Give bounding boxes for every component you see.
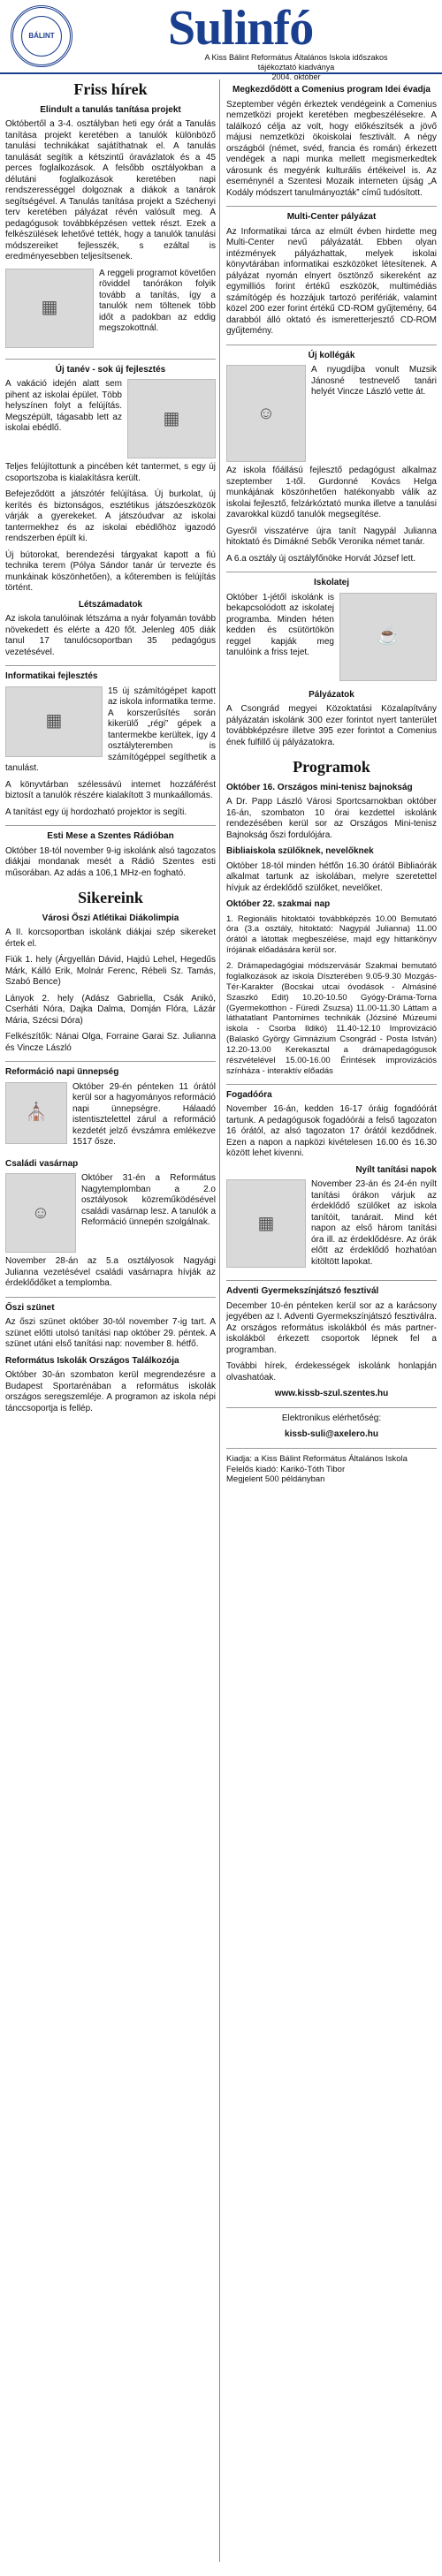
milk-photo: ☕ [339,593,437,681]
article-title: Nyílt tanítási napok [355,1164,437,1175]
separator [5,1297,216,1298]
computer-lab-photo: ▦ [5,686,103,757]
article-text: Új bútorokat, berendezési tárgyakat kapott a fiú technika terem (Pólya Sándor tanár úr tervezte és munkáinak köszönhetően), a kőteremben is felújítás történt. [5,549,216,593]
separator [5,665,216,666]
article-title: Új tanév - sok új fejlesztés [55,364,166,375]
article-text: November 28-án az 5.a osztályosok Nagyági Julianna vezetésével családi vasárnapra hívják az érdeklődőket a templomba. [5,1256,216,1288]
article-title: Fogadóóra [226,1089,272,1100]
article-text: Október 30-án szombaton kerül megrendezésre a Budapest Sportarénában a református iskolák országos seregszemléje. A programon az iskola népi tánccsoportja is fellép. [5,1370,216,1413]
article-text: Október 18-tól november 9-ig iskolánk alsó tagozatos diákjai mondanak mesét a Rádió Szentes esti műsorában. Az adás a 106,1 MHz-en fogható. [5,845,216,878]
article-text: A Csongrád megyei Közoktatási Közalapítvány pályázatán iskolánk 300 ezer forintot nyert tanterület továbbképzésre illetve 395 ezer forintot a Comenius ének fulfillő új pályázatokra. [226,704,437,747]
left-column [5,80,216,1420]
article-title: Iskolatej [313,578,350,587]
right-column [226,80,437,1485]
article-text: A Dr. Papp László Városi Sportcsarnokban október 16-án, szombaton 10 órai kezdettel iskolánk rendezésében kerül sor az Országos Mini-tenisz Bajnokság őszi fordulójára. [226,797,437,840]
article-text: Fiúk 1. hely (Árgyellán Dávid, Hajdú Lehel, Hegedűs Márk, Kálló Erik, Molnár Ferenc, Rébeli Sz. Tamás, Szabó Bence) [5,955,216,987]
article-text: Szeptember végén érkeztek vendégeink a Comenius nemzetközi projekt keretében megbeszélésekre. A találkozó célja az volt, hogy előkészítsék a jövő májusi nemzetközi ökoiskolai fesztivált. A négy országból (német, svéd, francia és román) érkezett vendégek a napi munka mellett megismerkedtek városunk és megyénk kulturális értékeivel is. Az eseménynél a Szentesi Mozaik interneten újság „A Kodály módszert tanulmányozták” című tudósított. [226,99,437,198]
colophon-print-run: Megjelent 500 példányban [226,1474,325,1485]
separator [5,825,216,826]
article-text: A tanítást egy új hordozható projektor is segíti. [5,807,187,817]
article-text: A nyugdíjba vonult Muzsik Jánosné testnevelő tanári helyét Vincze László vette át. [311,365,437,397]
article-title: Bibliaiskola szülőknek, nevelőknek [226,846,374,856]
website-link[interactable]: www.kissb-szul.szentes.hu [274,1389,389,1399]
article-text: Október 1-jétől iskolánk is bekapcsolódott az iskolatej programba. Minden héten kedden és csütörtökön reggel kapják meg tanulóink a friss tejet. [226,592,334,657]
article-text: Gyesről visszatérve újra tanít Nagypál Julianna hitoktató és Dimákné Sebők Veronika német tanár. [226,526,437,547]
article-text: Október 31-én a Református Nagytemplomban a 2.o osztályosok közreműködésével családi vasárnap lesz. A tanulók a Reformáció ünnepén szolgálnak. [81,1173,216,1227]
family-icon: ☺ [5,1173,76,1253]
teacher-photo: ☺ [226,365,306,462]
article-title: Esti Mese a Szentes Rádióban [47,831,174,841]
article-text: Az Informatikai tárca az elmúlt évben hirdette meg Multi-Center nevű pályázatát. Ebben olyan intézmények pályázhattak, melyek iskolai könyvtárában informatikai eszközöket létesítenek. A pályázat nyomán elnyert ösztönző sikereként az egymilliós forint értékű eszközök, multimédiás számítógép és hozzájuk tartozó perifériák, valamint közel 200 ezer forint értékű CD-ROM gyűjtemény, 64 darabból álló oktató és ismeretterjesztő CD-ROM gyűjtemény. [226,226,437,336]
separator [226,1448,437,1449]
subtitle-line-2: tájékoztató kiadványa [257,63,335,72]
article-title: Október 22. szakmai nap [226,899,331,909]
newsletter-title: Sulinfó [168,1,314,56]
article-title: Reformáció napi ünnepség [5,1067,119,1077]
article-text: Október 29-én pénteken 11 órától kerül sor a hagyományos reformáció napi ünnepségre. Hálaadó istentisztelettel zárul a reformáció kezdetét jelző évszámra emlékezve 1517 ősze. [72,1081,216,1147]
seal-inner: BÁLINT [21,16,62,57]
school-seal [11,5,72,67]
article-title: Adventi Gyermekszínjátszó fesztivál [226,1286,379,1297]
article-text: Októbertől a 3-4. osztályban heti egy órát a Tanulás tanítása projekt keretében a tanulók különböző tanulási technikákat sajátíthatnak el. A tanulás tanulását segítik a kétszintű óravázlatok és a 45 perces foglalkozások. A felsőbb osztályokban a délutáni foglalkozások keretében napi rendszerességgel dolgoznak a diákok a tanárok segítségével. A Tanulás tanítása projekt a Széchenyi terv keretében pályázat révén valósult meg. A pedagógusok továbbképzésen vettek részt. Ezek a felkészülések lehetővé tették, hogy a tanulók tanulási módszereiket fejlesszék, s ezáltal is eredményesebben teljesítsenek. [5,119,216,261]
separator [226,206,437,207]
separator [226,1084,437,1085]
article-title: Új kollégák [308,350,355,360]
colophon-publisher: Kiadja: a Kiss Bálint Református Általános Iskola [226,1453,408,1464]
section-title-success: Sikereink [78,889,143,906]
article-title: Megkezdődött a Comenius program Idei évadja [232,85,431,95]
article-title: Elindult a tanulás tanítása projekt [40,104,181,115]
contact-label: Elektronikus elérhetőség: [281,1413,382,1423]
article-text: 15 új számítógépet kapott az iskola informatika terme. A korszerűsítés során kikerülő „régi” gépek a tantermekbe kerültek, így 4 osztályteremben is számítógéppel segíthetik a tanulást. [5,686,216,773]
article-text: December 10-én pénteken kerül sor az a karácsony jegyében az I. Adventi Gyermekszínjátszó fesztiválra. Az országos református iskolákból és más partner-iskolákból érkezett csoportok lépnek fel a programban. [226,1300,437,1355]
article-text: 1. Regionális hitoktatói továbbképzés 10.00 Bemutató óra (3.a osztály, hitoktató: Nagypál Julianna) 11.00 órától a látottak megbeszélése, majd egy hittankönyv írójának előadására kerül sor. [226,913,437,956]
article-text: A II. korcsoportban iskolánk diákjai szép sikereket értek el. [5,928,216,949]
article-text: Befejeződött a játszótér felújítása. Új burkolat, új kerítés és biztonságos, esztétikus játszóeszközök várják a gyerekeket. A játszóudvar az iskolai tantermekhez és az iskolai ebédlőhöz igazodó rendszerben épült ki. [5,489,216,543]
article-text: A könyvtárban szélessávú internet hozzáférést biztosít a tanulók részére kialakított 3 munkaállomás. [5,779,216,800]
article-title: Református Iskolák Országos Találkozója [5,1355,179,1366]
article-text: 2. Drámapedagógiai módszervásár Szakmai bemutató foglalkozások az iskola Díszterében 9.05-9.30 Mozgás-Tér-Karakter (Bocskai utcai óvodások - Almásiné Szaszkó Edit) 10.20-10.50 Gyógy-Dráma-Torna (Gyermekotthon - Füredi Zsuzsa) 11.00-11.30 Láttam a láthatatlant Pantomimes technikák (Józsiné Múzeumi iskola - Csorba Ildikó) 11.40-12.10 Improvizáció (Balaskó György Gimnázium Csongrád - Posta István) 12.20-13.00 Kerekasztal a drámapedagógusok részvételével 15.00-16.00 Érintések improvizációs színháza - interaktív előadás [226,961,437,1076]
contact-email[interactable]: kissb-suli@axelero.hu [285,1429,378,1440]
separator [5,1061,216,1062]
article-title: Informatikai fejlesztés [5,671,98,681]
article-text: November 16-án, kedden 16-17 óráig fogadóórát tartunk. A pedagógusok fogadóórái a felső tagozaton 16 órától, az alsó tagozaton 17 órától kezdődnek. Ezen a napon a napközi kivételesen 16.00 és 16.30 között lehet kivenni. [226,1104,437,1159]
separator [5,359,216,360]
newsletter-subtitle [155,53,438,82]
section-title-news: Friss hírek [73,80,148,98]
article-title: Október 16. Országos mini-tenisz bajnokság [226,782,413,792]
building-photo: ▦ [127,379,216,458]
article-text: Felkészítők: Nánai Olga, Forraine Garai Sz. Julianna és Vincze László [5,1032,216,1053]
article-text: A reggeli programot követően röviddel tanórákon folyik tovább a tanítás, így a tanulók nem töltenek több időt a padokban az eddig megszokottnál. [99,268,216,333]
separator [226,1407,437,1408]
article-text: Október 18-tól minden hétfőn 16.30 órától Bibliaórák alkalmat tartunk az iskolában, melyre szeretettel hívjuk az érdeklődő szülőket, nevelőket. [226,860,437,893]
article-title: Pályázatok [309,689,354,700]
open-day-photo: ▦ [226,1179,306,1268]
article-title: Létszámadatok [78,599,143,610]
separator [226,1280,437,1281]
article-title: Családi vasárnap [5,1158,79,1169]
article-text: Az őszi szünet október 30-tól november 7-ig tart. A szünet előtti utolsó tanítási nap október 29. péntek. A szünet utáni első tanítási nap: november 8. hétfő. [5,1317,216,1349]
article-text: November 23-án és 24-én nyílt tanítási órákon várjuk az érdeklődő szülőket az iskola tanítóit, tanárait. Mind két napon az első három tanítási óra ill. az érdeklődésre. Az órák előtt az érdeklődő hozhatóan kitöltött lapokat. [311,1179,437,1267]
article-title: Multi-Center pályázat [286,212,377,222]
church-icon: ⛪ [5,1082,67,1144]
colophon-editor: Felelős kiadó: Karikó-Tóth Tibor [226,1464,346,1474]
article-title: Városi Őszi Atlétikai Diákolimpia [42,913,179,923]
masthead [0,0,442,81]
classroom-photo: ▦ [5,269,94,348]
column-divider [219,80,220,2562]
subtitle-line-1: A Kiss Bálint Református Általános Iskola időszakos [204,53,388,62]
article-text: Teljes felújítottunk a pincében két tantermet, s egy új csoportszoba is kialakításra került. [5,462,216,483]
article-text: Lányok 2. hely (Adász Gabriella, Csák Anikó, Cserháti Nóra, Dajka Dalma, Domján Flóra, Lázár Mária, Szécsi Dóra) [5,993,216,1026]
article-title: Őszi szünet [5,1302,55,1313]
section-title-programs: Programok [293,758,370,776]
article-text: A vakáció idején alatt sem pihent az iskolai épület. Több helyszínen folyt a felújítás. Megszépült, tágasabb lett az iskolai ebédlő. [5,379,122,433]
article-text: Az iskola tanulóinak létszáma a nyár folyamán tovább növekedett és elérte a 420 főt. Jelenleg 405 diák tanul 17 tanulócsoportban 35 pedagógus vezetésével. [5,614,216,657]
article-text: A 6.a osztály új osztályfőnöke Horvát József lett. [226,553,415,564]
article-text: További hírek, érdekességek iskolánk honlapján olvashatóak. [226,1361,437,1383]
article-text: Az iskola főállású fejlesztő pedagógust alkalmaz szeptember 1-től. Gurdonné Kovács Helga munkájának köszönhetően hatékonyabb válik az iskolai fejlesztő, felzárkóztató munka illetve a tanulási zavarokkal küzdő tanulók megsegítése. [226,466,437,519]
issue-date: 2004. október [271,72,321,81]
